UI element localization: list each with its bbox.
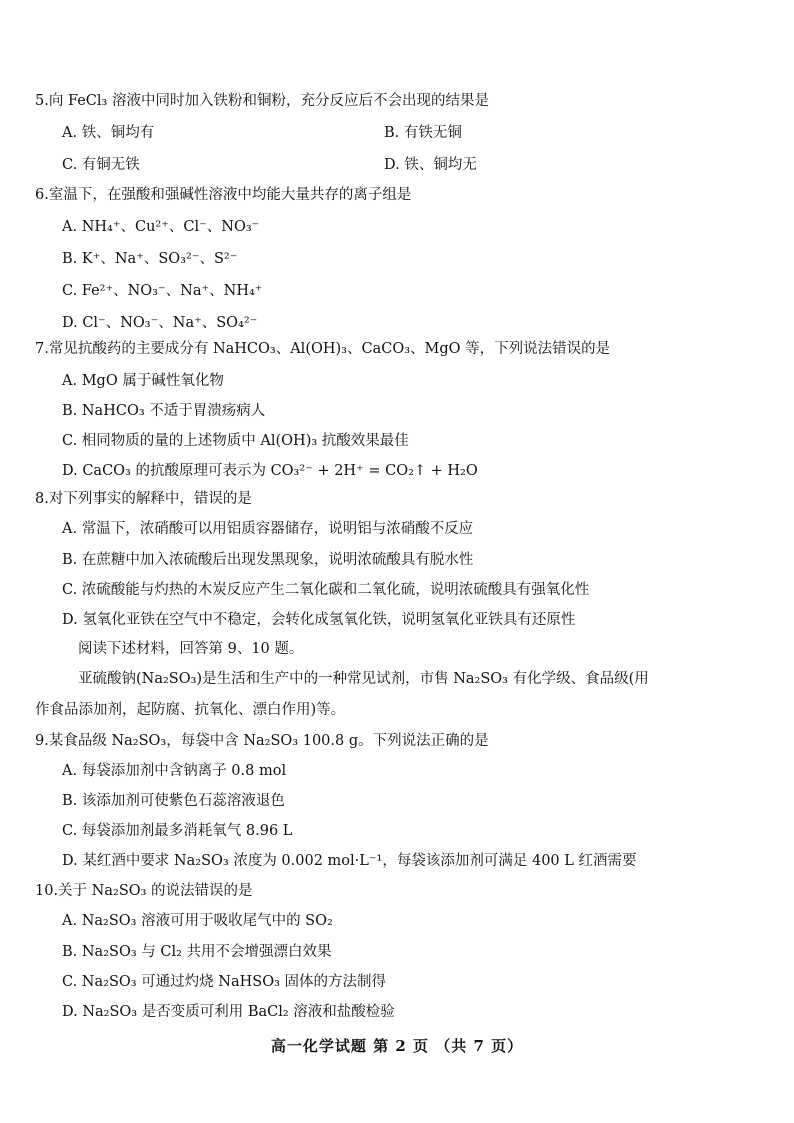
q7-option-b: B. NaHCO₃ 不适于胃溃疡病人 [62,403,266,419]
q6-option-b: B. K⁺、Na⁺、SO₃²⁻、S²⁻ [62,251,238,267]
q6-stem: 6.室温下，在强酸和强碱性溶液中均能大量共存的离子组是 [35,187,412,203]
q7-stem: 7.常见抗酸药的主要成分有 NaHCO₃、Al(OH)₃、CaCO₃、MgO 等，下列说法错误的是 [35,341,611,357]
q10-option-a: A. Na₂SO₃ 溶液可用于吸收尾气中的 SO₂ [62,913,333,929]
q10-option-d: D. Na₂SO₃ 是否变质可利用 BaCl₂ 溶液和盐酸检验 [62,1004,395,1020]
q6-option-d: D. Cl⁻、NO₃⁻、Na⁺、SO₄²⁻ [62,315,258,331]
q5-option-c: C. 有铜无铁 [62,157,140,173]
q10-stem: 10.关于 Na₂SO₃ 的说法错误的是 [35,883,253,899]
q7-option-d: D. CaCO₃ 的抗酸原理可表示为 CO₃²⁻ + 2H⁺ = CO₂↑ + H₂O [62,463,478,479]
q8-stem: 8.对下列事实的解释中，错误的是 [35,491,252,507]
q8-option-d: D. 氢氧化亚铁在空气中不稳定，会转化成氢氧化铁，说明氢氧化亚铁具有还原性 [62,612,576,628]
q6-option-a: A. NH₄⁺、Cu²⁺、Cl⁻、NO₃⁻ [62,219,260,235]
page-footer: 高一化学试题 第 2 页 （共 7 页） [270,1037,524,1055]
q5-option-d: D. 铁、铜均无 [384,157,477,173]
material-line-2: 作食品添加剂，起防腐、抗氧化、漂白作用)等。 [35,702,346,718]
q8-option-b: B. 在蔗糖中加入浓硫酸后出现发黑现象，说明浓硫酸具有脱水性 [62,552,474,568]
q9-option-c: C. 每袋添加剂最多消耗氧气 8.96 L [62,823,293,839]
q6-option-c: C. Fe²⁺、NO₃⁻、Na⁺、NH₄⁺ [62,283,263,299]
q10-option-b: B. Na₂SO₃ 与 Cl₂ 共用不会增强漂白效果 [62,944,332,960]
q9-option-a: A. 每袋添加剂中含钠离子 0.8 mol [62,763,287,779]
q8-option-c: C. 浓硫酸能与灼热的木炭反应产生二氧化碳和二氧化硫，说明浓硫酸具有强氧化性 [62,582,590,598]
q5-option-a: A. 铁、铜均有 [62,125,155,141]
q10-option-c: C. Na₂SO₃ 可通过灼烧 NaHSO₃ 固体的方法制得 [62,974,387,990]
q9-option-d: D. 某红酒中要求 Na₂SO₃ 浓度为 0.002 mol·L⁻¹，每袋该添加剂可满足 400 L 红酒需要 [62,853,637,869]
q9-option-b: B. 该添加剂可使紫色石蕊溶液退色 [62,793,285,809]
q8-option-a: A. 常温下，浓硝酸可以用铝质容器储存，说明铝与浓硝酸不反应 [62,521,474,537]
q9-stem: 9.某食品级 Na₂SO₃，每袋中含 Na₂SO₃ 100.8 g。下列说法正确的是 [35,733,489,749]
material-intro: 阅读下述材料，回答第 9、10 题。 [78,641,304,657]
q5-option-b: B. 有铁无铜 [384,125,462,141]
material-line-1: 亚硫酸钠(Na₂SO₃)是生活和生产中的一种常见试剂，市售 Na₂SO₃ 有化学级、食品级(用 [78,671,649,687]
q7-option-c: C. 相同物质的量的上述物质中 Al(OH)₃ 抗酸效果最佳 [62,433,409,449]
q5-stem: 5.向 FeCl₃ 溶液中同时加入铁粉和铜粉，充分反应后不会出现的结果是 [35,93,489,109]
q7-option-a: A. MgO 属于碱性氧化物 [62,373,224,389]
